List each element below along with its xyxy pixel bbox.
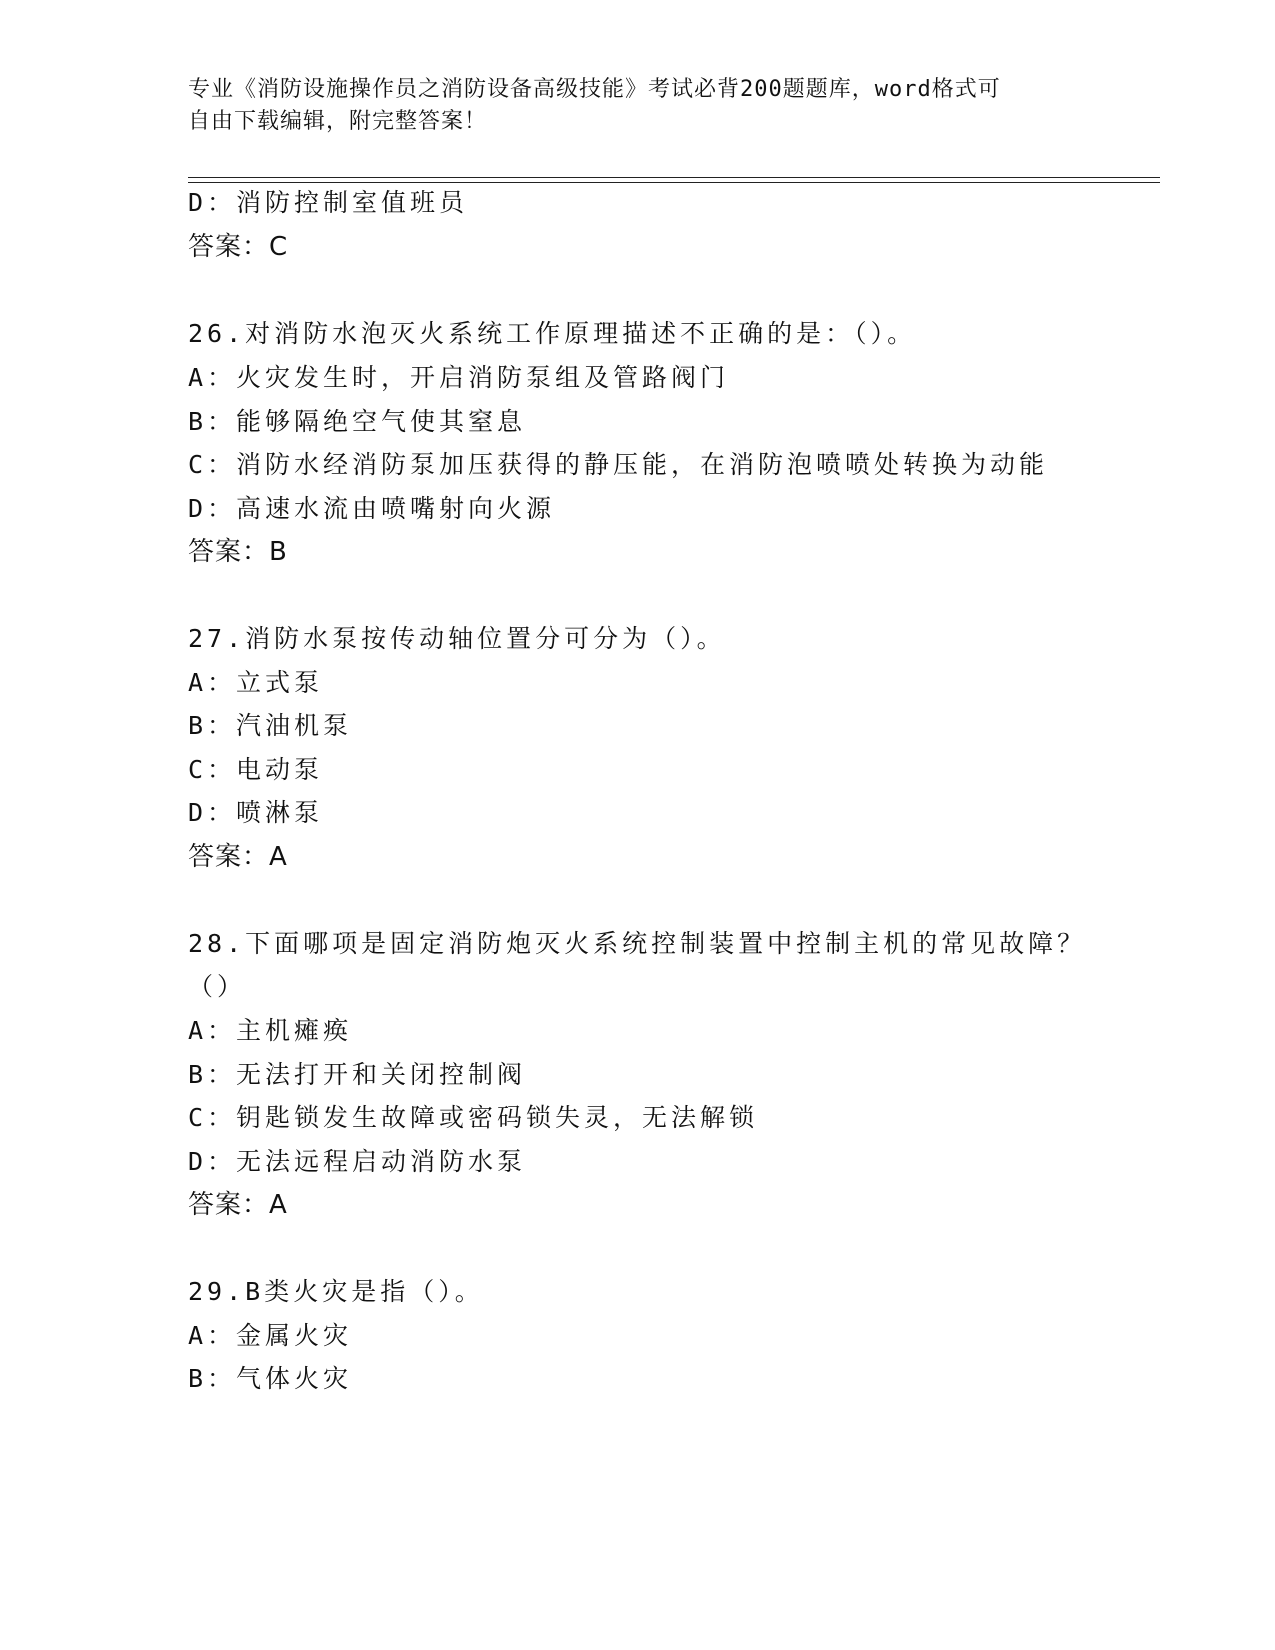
prev-option-d: D：消防控制室值班员 — [188, 188, 469, 217]
q28-option-d: D：无法远程启动消防水泵 — [188, 1147, 527, 1176]
header-line-1: 专业《消防设施操作员之消防设备高级技能》考试必背200题题库，word格式可 — [188, 77, 1001, 102]
q29-option-a: A：金属火灾 — [188, 1321, 353, 1350]
q28-option-c: C：钥匙锁发生故障或密码锁失灵，无法解锁 — [188, 1103, 759, 1132]
q26-answer: 答案：B — [188, 537, 288, 567]
document-header — [188, 74, 1088, 138]
q28-question-line-1: 28.下面哪项是固定消防炮灭火系统控制装置中控制主机的常见故障？ — [188, 929, 1087, 958]
q28-option-b: B：无法打开和关闭控制阀 — [188, 1060, 527, 1089]
q28-answer: 答案：A — [188, 1190, 288, 1220]
q27-option-c: C：电动泵 — [188, 755, 324, 784]
q26-question: 26.对消防水泡灭火系统工作原理描述不正确的是：（）。 — [188, 319, 917, 348]
q27-answer: 答案：A — [188, 842, 288, 872]
q29-option-b: B：气体火灾 — [188, 1364, 353, 1393]
q26-option-b: B：能够隔绝空气使其窒息 — [188, 407, 527, 436]
q26-option-c: C：消防水经消防泵加压获得的静压能，在消防泡喷喷处转换为动能 — [188, 450, 1049, 479]
q29-question: 29.B类火灾是指（）。 — [188, 1277, 484, 1306]
q28-option-a: A：主机瘫痪 — [188, 1016, 353, 1045]
q27-question: 27.消防水泵按传动轴位置分可分为（）。 — [188, 624, 726, 653]
header-line-2: 自由下载编辑，附完整答案！ — [188, 109, 488, 134]
q27-option-a: A：立式泵 — [188, 668, 324, 697]
q26-option-a: A：火灾发生时，开启消防泵组及管路阀门 — [188, 363, 730, 392]
q26-option-d: D：高速水流由喷嘴射向火源 — [188, 494, 556, 523]
header-divider-bottom — [188, 182, 1160, 183]
q27-option-b: B：汽油机泵 — [188, 711, 353, 740]
prev-answer: 答案：C — [188, 232, 289, 262]
q27-option-d: D：喷淋泵 — [188, 798, 324, 827]
header-divider-top — [188, 177, 1160, 178]
q28-question-line-2: （） — [188, 972, 247, 1001]
